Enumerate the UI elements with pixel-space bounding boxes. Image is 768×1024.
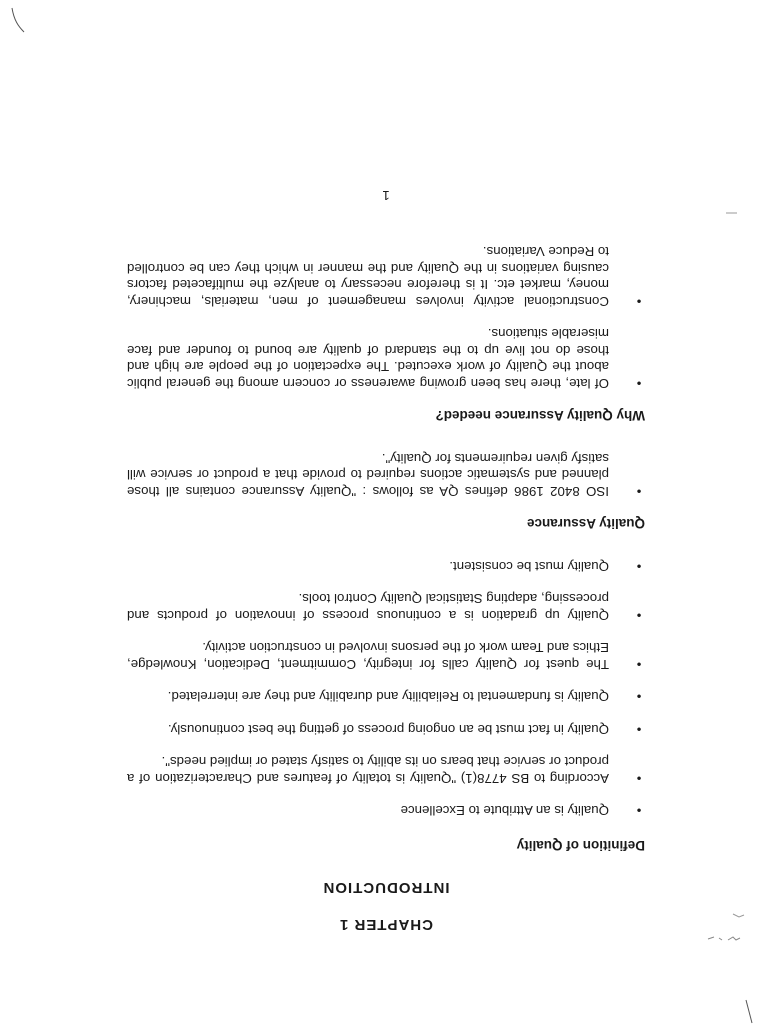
- scan-speck-icon: [702, 930, 742, 946]
- list-item: • Quality up gradation is a continuous process of innovation of products and processing, adapting Statistical Quality Control tools.: [127, 590, 645, 623]
- list-item: • Of late, there has been growing awareness or concern among the general public about the Quality of work executed. The expectation of the people are high and those do not live up to the standard of quality are bound to founder and face miserable situations.: [127, 325, 645, 391]
- page-number: 1: [382, 188, 390, 203]
- definition-heading: Definition of Quality: [516, 838, 645, 853]
- page-content: [127, 173, 645, 932]
- qa-list: [127, 450, 645, 500]
- list-item: • According to BS 4778(1) "Quality is totality of features and Characterization of a product or service that bears on its ability to satisfy stated or implied needs".: [127, 753, 645, 786]
- list-item: • Quality is an Attribute to Excellence: [127, 802, 645, 819]
- chapter-label: CHAPTER 1: [339, 916, 434, 933]
- list-item: • Constructional activity involves management of men, materials, machinery, money, market etc. It is therefore necessary to analyze the multifaceted factors causing variations in the Quality and the manner in which they can be controlled to Reduce Variations.: [127, 243, 645, 309]
- bullet-icon: •: [636, 608, 642, 623]
- scan-speck-icon: [724, 210, 738, 216]
- bullet-icon: •: [636, 376, 642, 391]
- qa-heading: Quality Assurance: [526, 516, 645, 532]
- bullet-icon: •: [636, 657, 642, 672]
- scan-mark-icon: [6, 6, 28, 34]
- list-item: • Quality must be consistent.: [127, 558, 645, 575]
- scan-mark-icon: [744, 998, 754, 1024]
- bullet-icon: •: [636, 771, 642, 786]
- list-item: • The quest for Quality calls for integrity, Commitment, Dedication, Knowledge, Ethics and Team work of the persons involved in construction activity.: [127, 639, 645, 672]
- bullet-icon: •: [636, 722, 642, 737]
- bullet-icon: •: [636, 559, 642, 574]
- why-list: [127, 243, 645, 391]
- why-heading: Why Quality Assurance needed?: [435, 408, 645, 424]
- bullet-icon: •: [636, 484, 642, 499]
- list-item: • ISO 8402 1986 defines QA as follows : "Quality Assurance contains all those planned and systematic actions required to provide that a product or service will satisfy given requirements for Quality".: [127, 450, 645, 500]
- bullet-icon: •: [636, 803, 642, 819]
- list-item: • Quality in fact must be an ongoing process of getting the best continuously.: [127, 721, 645, 738]
- chapter-title: INTRODUCTION: [322, 879, 450, 897]
- scan-speck-icon: [726, 910, 746, 920]
- bullet-icon: •: [636, 689, 642, 705]
- list-item: • Quality is fundamental to Reliability and durability and they are interrelated.: [127, 688, 645, 705]
- definition-list: [127, 558, 645, 819]
- bullet-icon: •: [636, 294, 642, 309]
